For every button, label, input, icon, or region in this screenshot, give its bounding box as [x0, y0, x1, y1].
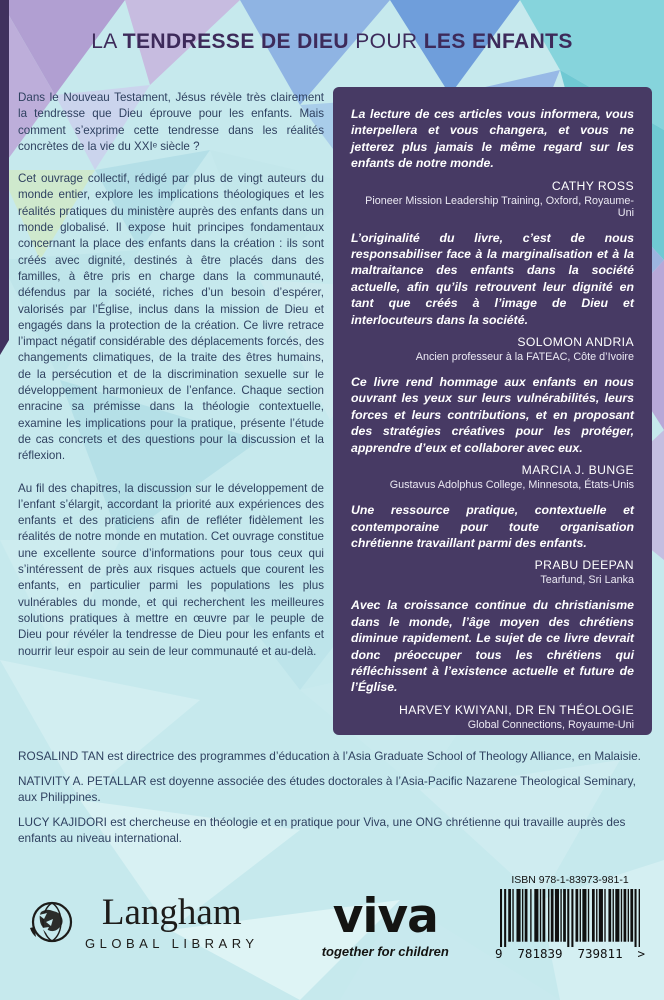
endorsement-quote: Une ressource pratique, contextuelle et contemporaine pour toute organisation chrétienne travaillant parmi des enfants. [351, 503, 634, 550]
barcode-digits [495, 946, 645, 961]
endorser-name: MARCIA J. BUNGE [521, 463, 634, 478]
author-name: LUCY KAJIDORI [18, 815, 107, 829]
endorser-name: SOLOMON ANDRIA [517, 335, 634, 350]
book-description [18, 90, 324, 676]
endorsement [351, 106, 634, 219]
barcode-end-mark: > [637, 946, 645, 961]
description-paragraph: Au fil des chapitres, la discussion sur le développement de l’enfant s’élargit, accordant la priorité aux expériences des enfants et des praticiens afin de refléter fidèlement les réalités de notre monde en mutation. Cet ouvrage constitue une excellente source d’informations pour tous ceux qui s’intéressent de près aux risques actuels que courent les enfants, en particulier parmi les populations les plus vulnérables du monde, et qui recherchent les meilleures solutions pratiques à mettre en œuvre par le peuple de Dieu pour révéler la tendresse de Dieu pour les enfants et nourrir leur espoir au sein de leur communauté et au-delà. [18, 481, 324, 658]
author-bio [18, 748, 650, 764]
footer [0, 868, 664, 1000]
author-bio-text: est chercheuse en théologie et en pratique pour Viva, une ONG chrétienne qui travaille auprès des enfants au niveau international. [18, 815, 626, 845]
endorsement [351, 230, 634, 363]
title-segment: POUR [348, 30, 424, 53]
barcode-digit-group: 781839 [517, 946, 563, 961]
title-segment-bold: TENDRESSE DE DIEU [122, 30, 349, 53]
endorser-affiliation: Ancien professeur à la FATEAC, Côte d’Ivoire [415, 351, 634, 364]
langham-subtitle: GLOBAL LIBRARY [85, 936, 259, 951]
endorser-name: CATHY ROSS [551, 178, 634, 193]
endorsement-quote: Ce livre rend hommage aux enfants en nous ouvrant les yeux sur leurs vulnérabilités, leurs forces et leurs contributions, et en proposant des stratégies créatives pour les protéger, apprendre d’eux et collaborer avec eux. [351, 375, 634, 455]
barcode-digit-group: 9 [495, 946, 503, 961]
author-name: ROSALIND TAN [18, 749, 105, 763]
langham-logo [26, 894, 259, 951]
langham-globe-icon [26, 898, 76, 948]
endorsement-quote: La lecture de ces articles vous informera, vous interpellera et vous changera, et vous ne jetterez plus jamais le même regard sur les enfants de notre monde. [351, 107, 634, 171]
viva-logo [321, 889, 449, 959]
author-name: NATIVITY A. PETALLAR [18, 774, 147, 788]
endorsement-quote: L’originalité du livre, c’est de nous responsabiliser face à la marginalisation et à la maltraitance des enfants dans la société actuelle, afin qu’ils retrouvent leur dignité en tant que créés à l’image de Dieu et interlocuteurs dans la société. [351, 230, 634, 327]
isbn-block [494, 874, 646, 961]
endorser-affiliation: Gustavus Adolphus College, Minnesota, États-Unis [389, 479, 634, 492]
endorser-name: HARVEY KWIYANI, DR EN THÉOLOGIE [399, 702, 634, 717]
viva-tagline: together for children [321, 943, 449, 959]
title-segment: LA [91, 30, 123, 53]
viva-wordmark: viva [332, 889, 438, 944]
endorsement [351, 597, 634, 730]
author-bios [18, 748, 650, 855]
langham-wordmark: Langham [101, 892, 242, 933]
description-paragraph: Dans le Nouveau Testament, Jésus révèle très clairement la tendresse que Dieu éprouve pour les enfants. Mais comment s’exprime cette tendresse dans les réalités concrètes de la vie du XXIᵉ siècle ? [18, 91, 324, 153]
endorsement-quote: Avec la croissance continue du christianisme dans le monde, l’âge moyen des chrétiens diminue rapidement. Le sujet de ce livre devrait donc préoccuper tous les chrétiens qui réfléchissent à l’existence actuelle et future de l’Église. [351, 598, 634, 695]
author-bio [18, 814, 650, 846]
endorser-affiliation: Tearfund, Sri Lanka [540, 574, 634, 587]
endorser-name: PRABU DEEPAN [534, 558, 634, 573]
endorsements-panel [333, 87, 652, 735]
description-paragraph: Cet ouvrage collectif, rédigé par plus de vingt auteurs du monde entier, explore les implications théologiques et les réalités pratiques du ministère auprès des enfants dans un monde globalisé. Il expose huit principes fondamentaux concernant la place des enfants dans la création : ils sont créés avec dignité, destinés à être placés dans des familles, à être pris en charge dans la communauté, défendus par la société, riches d’un besoin d’espérer, valorisés par l’Église, inclus dans la mission de Dieu et engagés dans la protection de la création. Ce livre retrace l’impact négatif considérable des déplacements forcés, des changements climatiques, de la traite des êtres humains, de la persécution et de la discrimination sexuelle sur le développement harmonieux de l’enfance. Chaque section enracine sa prémisse dans la théologie contextuelle, examine les implications pour la pratique, présente l’étude de cas concrets et des questions pour la discussion et la réflexion. [18, 172, 324, 463]
author-bio [18, 773, 650, 805]
endorsement [351, 374, 634, 491]
author-bio-text: est directrice des programmes d’éducation à l’Asia Graduate School of Theology Alliance, en Malaisie. [104, 749, 641, 763]
endorser-affiliation: Pioneer Mission Leadership Training, Oxford, Royaume-Uni [365, 194, 634, 219]
endorsement [351, 502, 634, 586]
barcode-digit-group: 739811 [577, 946, 623, 961]
isbn-label: ISBN 978-1-83973-981-1 [511, 874, 629, 886]
barcode [500, 889, 640, 947]
page-title [0, 30, 664, 54]
author-bio-text: est doyenne associée des études doctorales à l’Asia-Pacific Nazarene Theological Seminary, aux Philippines. [18, 774, 636, 804]
title-segment-bold: LES ENFANTS [423, 30, 573, 53]
endorser-affiliation: Global Connections, Royaume-Uni [467, 718, 634, 731]
